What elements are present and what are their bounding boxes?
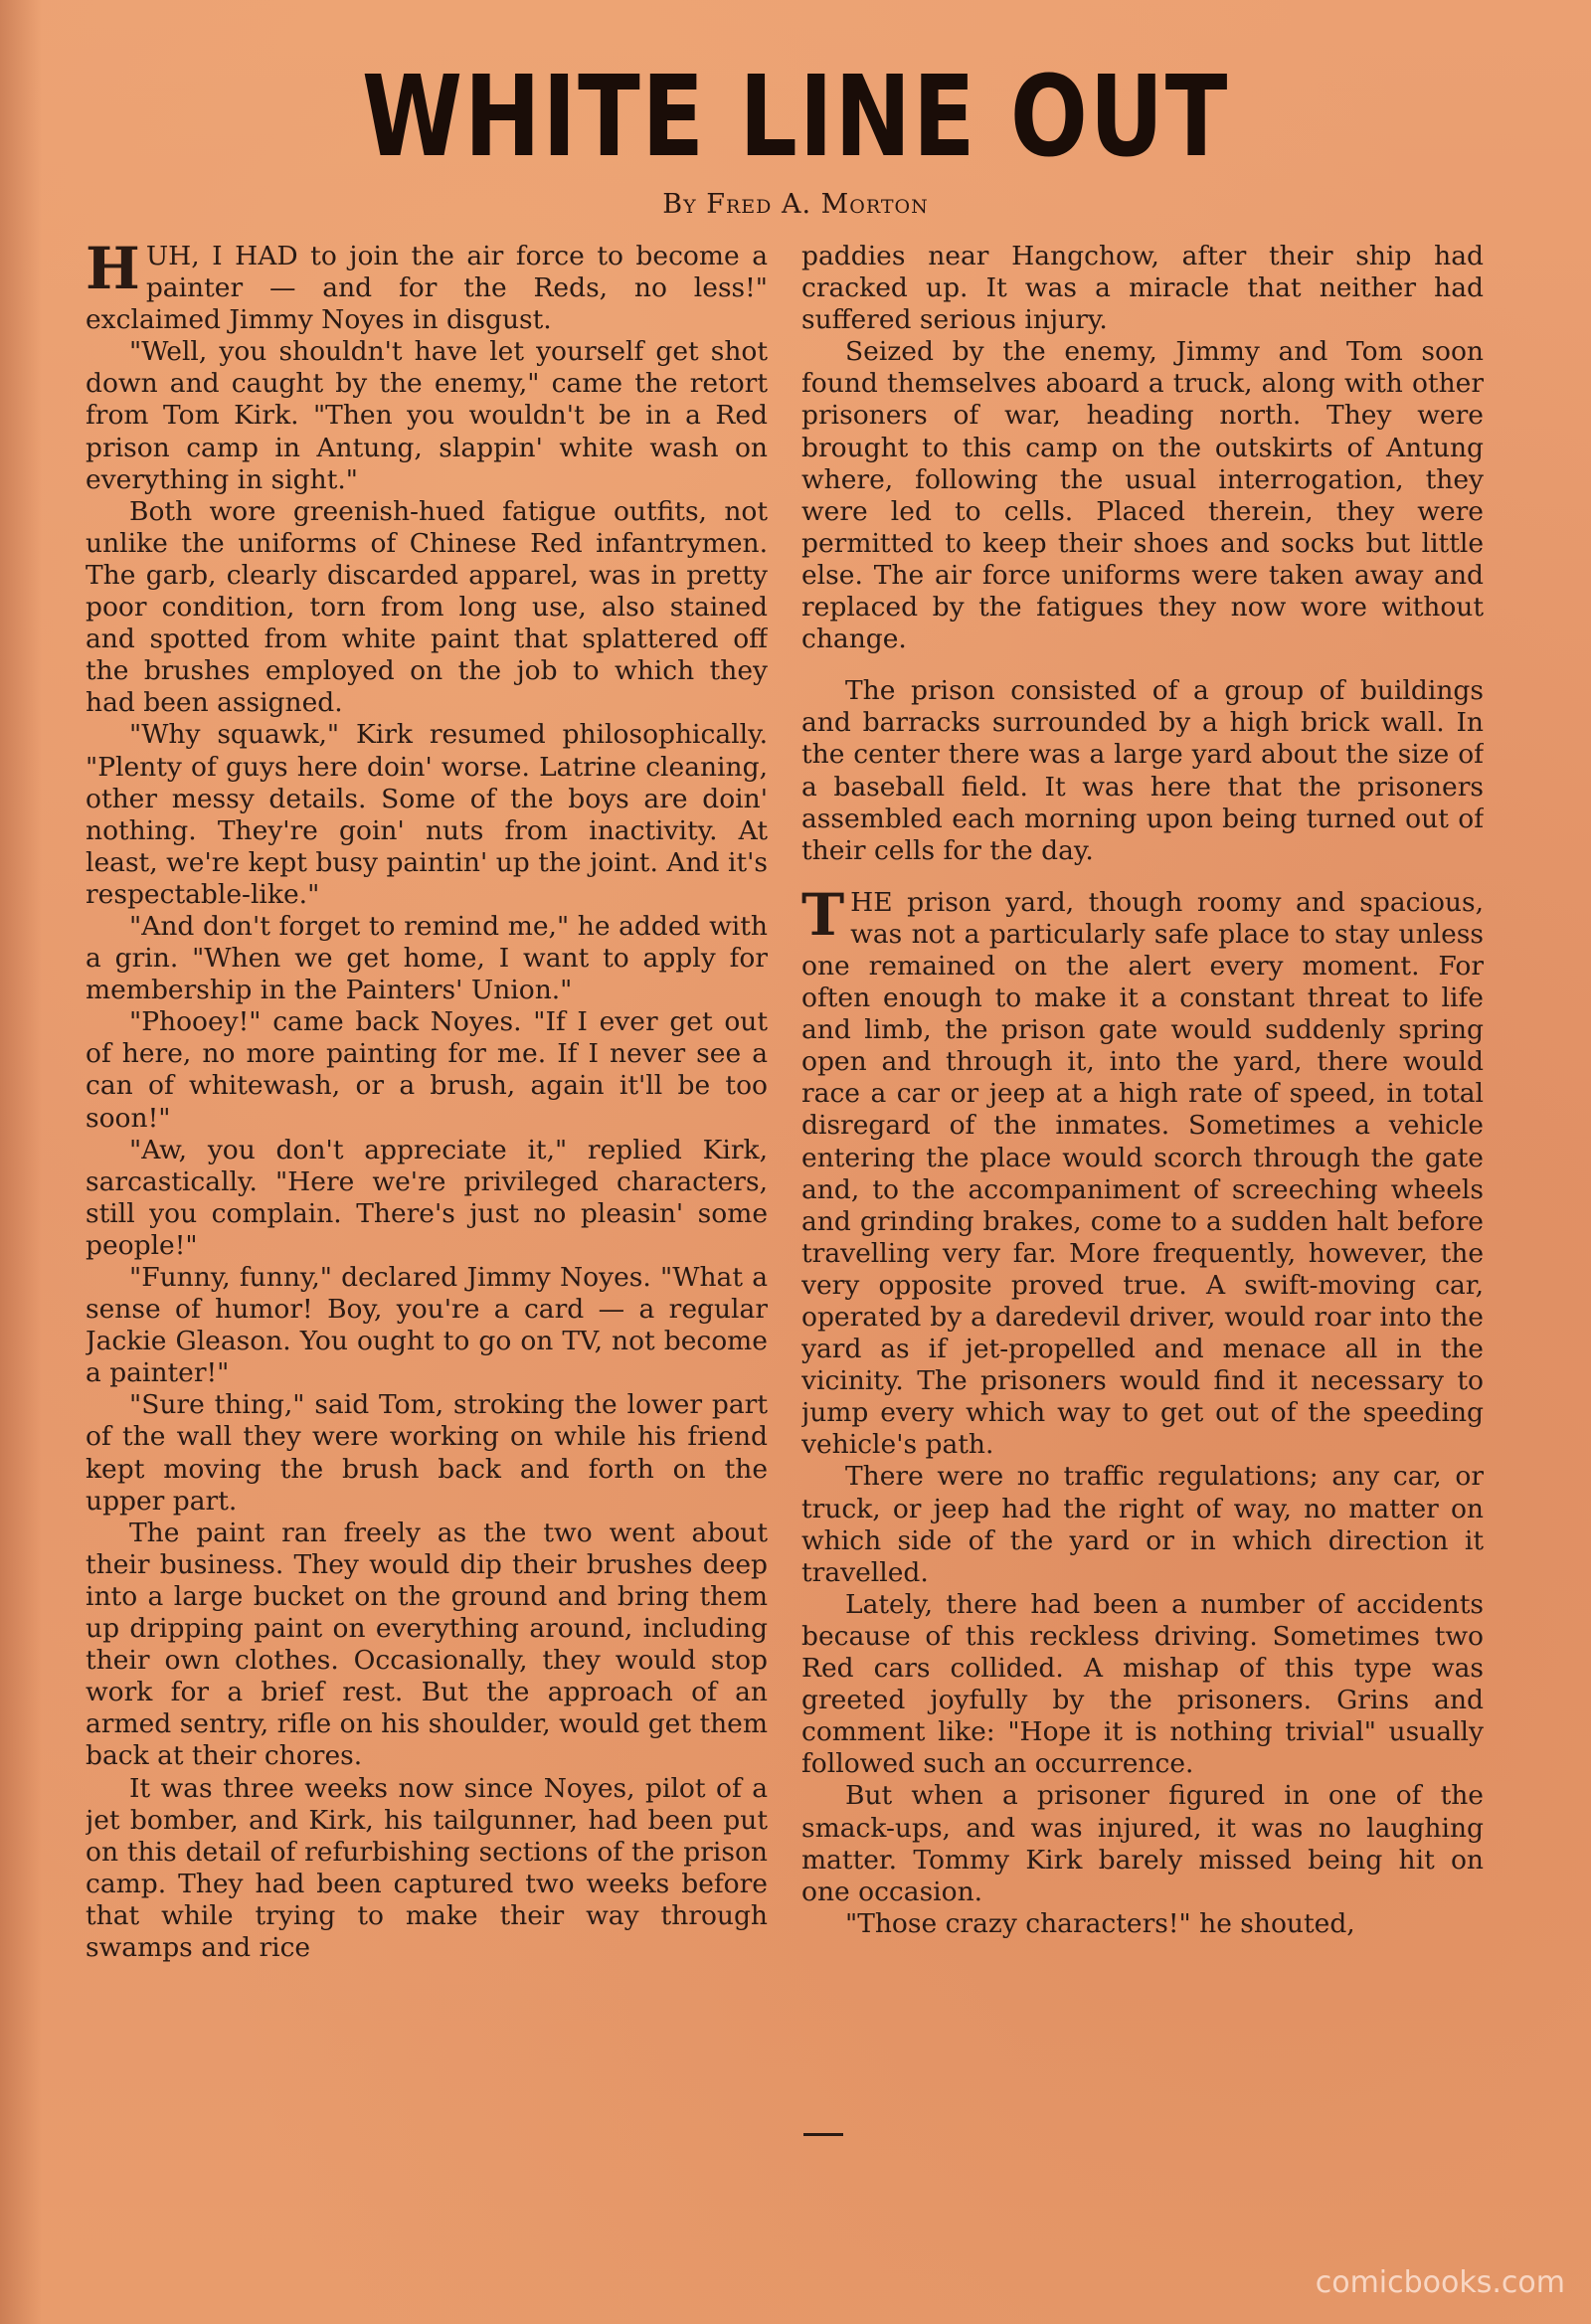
paragraph: The paint ran freely as the two went about their business. They would dip their brushes deep into a large bucket on the ground and bring them up dripping paint on everything around, including their own clothes. Occasionally, they would stop work for a brief rest. But the approach of an armed sentry, rifle on his shoulder, would get them back at their chores.: [86, 1517, 768, 1772]
left-column: [86, 241, 768, 2130]
page-edge-shadow: [0, 0, 42, 2324]
paragraph: It was three weeks now since Noyes, pilot of a jet bomber, and Kirk, his tailgunner, had been put on this detail of refurbishing sections of the prison camp. They had been captured two weeks before that while trying to make their way through swamps and rice: [86, 1772, 768, 1963]
paragraph: The prison consisted of a group of buildings and barracks surrounded by a high brick wall. In the center there was a large yard about the size of a baseball field. It was here that the prisoners assembled each morning upon being turned out of their cells for the day.: [801, 675, 1484, 866]
paragraph: Both wore greenish-hued fatigue outfits, not unlike the uniforms of Chinese Red infantrymen. The garb, clearly discarded apparel, was in pretty poor condition, torn from long use, also stained and spotted from white paint that splattered off the brushes employed on the job to which they had been assigned.: [86, 495, 768, 719]
paragraph: "Those crazy characters!" he shouted,: [845, 1907, 1355, 1939]
paragraph: "Aw, you don't appreciate it," replied Kirk, sarcastically. "Here we're privileged characters, still you complain. There's just no pleasin' some people!": [86, 1134, 768, 1261]
opening-paragraph: [86, 241, 768, 336]
continuation-dash: [803, 2133, 843, 2136]
paragraph: Seized by the enemy, Jimmy and Tom soon found themselves aboard a truck, along with other prisoners of war, heading north. They were brought to this camp on the outskirts of Antung where, following the usual interrogation, they were led to cells. Placed therein, they were permitted to keep their shoes and socks but little else. The air force uniforms were taken away and replaced by the fatigues they now wore without change.: [801, 336, 1484, 655]
drop-cap: T: [801, 880, 845, 949]
watermark: comicbooks.com: [1315, 2265, 1565, 2300]
right-column: [801, 241, 1484, 2130]
story-title: WHITE LINE OUT: [361, 53, 1230, 182]
paragraph: "Sure thing," said Tom, stroking the lower part of the wall they were working on while his friend kept moving the brush back and forth on the upper part.: [86, 1389, 768, 1517]
paragraph: "Well, you shouldn't have let yourself get shot down and caught by the enemy," came the retort from Tom Kirk. "Then you wouldn't be in a Red prison camp in Antung, slappin' white wash on everything in sight.": [86, 336, 768, 495]
paragraph: There were no traffic regulations; any car, or truck, or jeep had the right of way, no matter on which side of the yard or in which direction it travelled.: [801, 1461, 1484, 1588]
paragraph: But when a prisoner figured in one of the smack-ups, and was injured, it was no laughing matter. Tommy Kirk barely missed being hit on one occasion.: [801, 1780, 1484, 1907]
paragraph: "Why squawk," Kirk resumed philosophically. "Plenty of guys here doin' worse. Latrine cleaning, other messy details. Some of the boys are doin' nothing. They're goin' nuts from inactivity. At least, we're kept busy paintin' up the joint. And it's respectable-like.": [86, 719, 768, 910]
continued-paragraph: paddies near Hangchow, after their ship had cracked up. It was a miracle that neither had suffered serious injury.: [801, 241, 1484, 336]
paragraph: "And don't forget to remind me," he added with a grin. "When we get home, I want to apply for membership in the Painters' Union.": [86, 910, 768, 1006]
paragraph: Lately, there had been a number of accidents because of this reckless driving. Sometimes two Red cars collided. A mishap of this type was greeted joyfully by the prisoners. Grins and comment like: "Hope it is nothing trivial" usually followed such an occurrence.: [801, 1588, 1484, 1780]
opening-text: UH, I HAD to join the air force to become a painter — and for the Reds, no less!" exclaimed Jimmy Noyes in disgust.: [86, 241, 768, 336]
story-byline: By Fred A. Morton: [662, 189, 929, 220]
paragraph: "Funny, funny," declared Jimmy Noyes. "What a sense of humor! Boy, you're a card — a regular Jackie Gleason. You ought to go on TV, not become a painter!": [86, 1262, 768, 1389]
section-paragraph: [801, 880, 1484, 1462]
drop-cap: H: [86, 241, 140, 302]
section-text: HE prison yard, though roomy and spacious, was not a particularly safe place to stay unless one remained on the alert every moment. For often enough to make it a constant threat to life and limb, the prison gate would suddenly spring open and through it, into the yard, there would race a car or jeep at a high rate of speed, in total disregard of the inmates. Sometimes a vehicle entering the place would scorch through the gate and, to the accompaniment of screeching wheels and grinding brakes, come to a sudden halt before travelling very far. More frequently, however, the very opposite proved true. A swift-moving car, operated by a daredevil driver, would roar into the yard as if jet-propelled and menace all in the vicinity. The prisoners would find it necessary to jump every which way to get out of the speeding vehicle's path.: [801, 886, 1484, 1461]
paragraph: "Phooey!" came back Noyes. "If I ever get out of here, no more painting for me. If I never see a can of whitewash, or a brush, again it'll be too soon!": [86, 1006, 768, 1134]
